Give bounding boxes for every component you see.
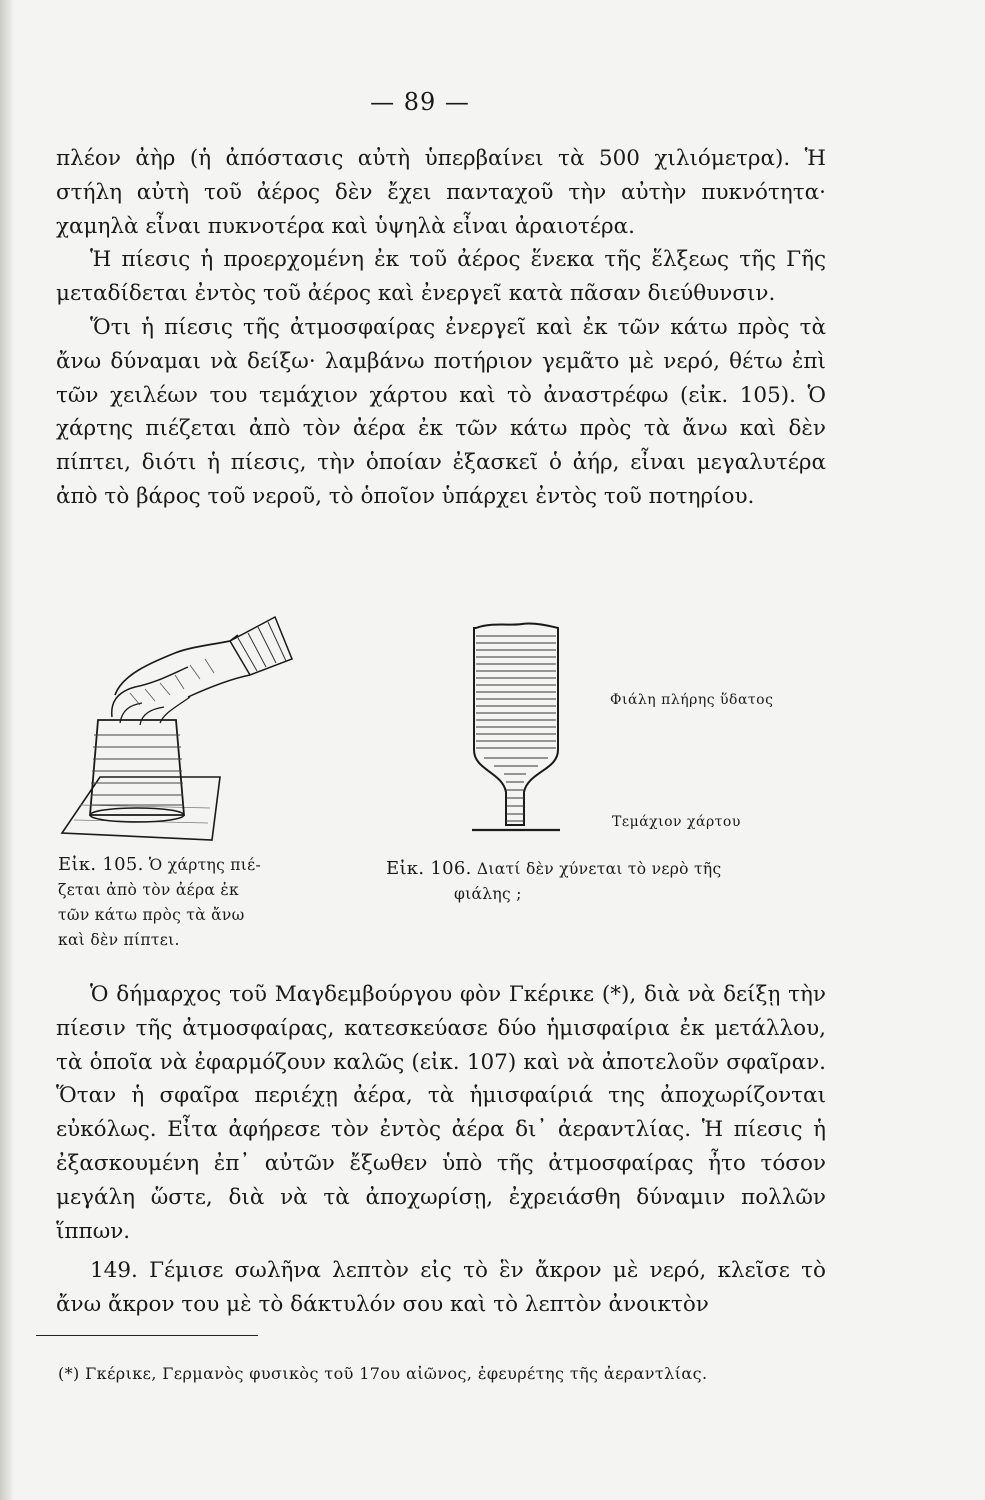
paper-label: Τεμάχιον χάρτου bbox=[612, 814, 741, 830]
page-number: — 89 — bbox=[370, 88, 470, 116]
figure-106-number: Εἰκ. 106. bbox=[386, 858, 472, 879]
caption-line: ζεται ἀπὸ τὸν ἀέρα ἐκ bbox=[58, 881, 239, 899]
paragraph: Ὁ δήμαρχος τοῦ Μαγδεμβούργου φὸν Γκέρικε (*), διὰ νὰ δείξῃ τὴν πίεσιν τῆς ἀτμοσφαίρας, κατεσκεύασε δύο ἡμισφαίρια ἐκ μετάλλου, τὰ ὁποῖα νὰ ἐφαρμόζουν καλῶς (εἰκ. 107) καὶ νὰ ἀποτελοῦν σφαῖραν. Ὅταν ἡ σφαῖρα περιέχῃ ἀέρα, τὰ ἡμισφαίριά της ἀποχωρίζονται εὐκόλως. Εἶτα ἀφήρεσε τὸν ἐντὸς ἀέρα δι᾽ ἀεραντλίας. Ἡ πίεσις ἡ ἐξασκουμένη ἐπ᾽ αὐτῶν ἔξωθεν ὑπὸ τῆς ἀτμοσφαίρας ἦτο τόσον μεγάλη ὥστε, διὰ νὰ τὰ ἀποχωρίσῃ, ἐχρειάσθη δύναμιν πολλῶν ἵππων. bbox=[56, 982, 826, 1244]
figure-105-caption bbox=[58, 852, 261, 953]
caption-line: καὶ δὲν πίπτει. bbox=[58, 931, 180, 949]
text-block-bottom bbox=[56, 978, 826, 1322]
paragraph: Ἡ πίεσις ἡ προερχομένη ἐκ τοῦ ἀέρος ἕνεκα τῆς ἕλξεως τῆς Γῆς μεταδίδεται ἐντὸς τοῦ ἀέρος καὶ ἐνεργεῖ κατὰ πᾶσαν διεύθυνσιν. bbox=[56, 247, 826, 307]
text-block-top bbox=[56, 142, 826, 514]
figure-105-number: Εἰκ. 105. bbox=[58, 854, 144, 875]
footnote-rule bbox=[36, 1335, 258, 1336]
bottle-label: Φιάλη πλήρης ὕδατος bbox=[610, 692, 774, 708]
caption-line: φιάλης ; bbox=[454, 885, 522, 903]
paragraph: Ὅτι ἡ πίεσις τῆς ἀτμοσφαίρας ἐνεργεῖ καὶ ἐκ τῶν κάτω πρὸς τὰ ἄνω δύναμαι νὰ δείξω· λαμβάνω ποτήριον γεμᾶτο μὲ νερό, θέτω ἐπὶ τῶν χειλέων του τεμάχιον χάρτου καὶ τὸ ἀναστρέφω (εἰκ. 105). Ὁ χάρτης πιέζεται ἀπὸ τὸν ἀέρα ἐκ τῶν κάτω πρὸς τὰ ἄνω καὶ δὲν πίπτει, διότι ἡ πίεσις, τὴν ὁποίαν ἐξασκεῖ ὁ ἀήρ, εἶναι μεγαλυτέρα ἀπὸ τὸ βάρος τοῦ νεροῦ, τὸ ὁποῖον ὑπάρχει ἐντὸς τοῦ ποτηρίου. bbox=[56, 314, 826, 509]
figure-105-illustration bbox=[60, 605, 300, 845]
caption-line: Ὁ χάρτης πιέ- bbox=[148, 856, 262, 874]
paragraph: πλέον ἀὴρ (ἡ ἀπόστασις αὐτὴ ὑπερβαίνει τὰ 500 χιλιόμετρα). Ἡ στήλη αὐτὴ τοῦ ἀέρος δὲν ἔχει πανταχοῦ τὴν αὐτὴν πυκνότητα· χαμηλὰ εἶναι πυκνοτέρα καὶ ὑψηλὰ εἶναι ἀραιοτέρα. bbox=[56, 146, 826, 239]
footnote: (*) Γκέρικε, Γερμανὸς φυσικὸς τοῦ 17ου αἰῶνος, ἐφευρέτης τῆς ἀεραντλίας. bbox=[58, 1364, 708, 1383]
figure-106-caption bbox=[386, 856, 826, 907]
figure-106-illustration bbox=[462, 620, 582, 835]
caption-line: τῶν κάτω πρὸς τὰ ἄνω bbox=[58, 906, 245, 924]
paragraph: 149. Γέμισε σωλῆνα λεπτὸν εἰς τὸ ἓν ἄκρον μὲ νερό, κλεῖσε τὸ ἄνω ἄκρον του μὲ τὸ δάκτυλόν σου καὶ τὸ λεπτὸν ἀνοικτὸν bbox=[56, 1258, 826, 1318]
caption-line: Διατί δὲν χύνεται τὸ νερὸ τῆς bbox=[476, 860, 722, 878]
scan-edge-shadow bbox=[0, 0, 14, 1500]
